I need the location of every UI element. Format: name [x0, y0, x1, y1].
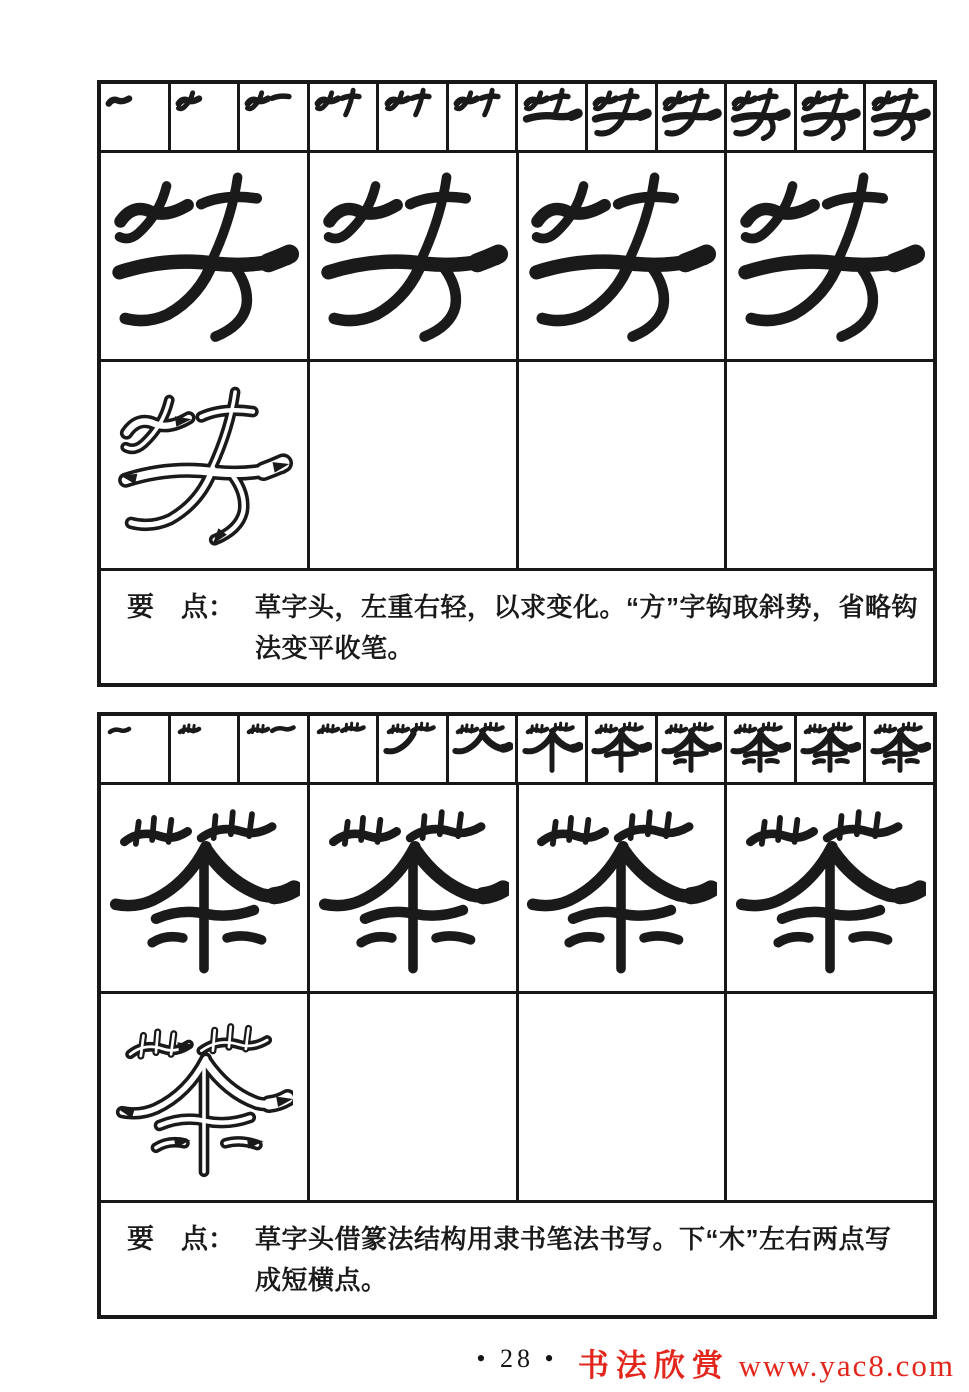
stroke-step-cell-10: [727, 716, 797, 782]
calligraphy-glyph: [729, 85, 791, 143]
calligraphy-glyph: [317, 158, 509, 354]
stroke-step-cell-9: [658, 716, 728, 782]
calligraphy-glyph: [521, 717, 583, 775]
empty-practice-cell: [727, 994, 933, 1200]
empty-practice-cell: [310, 994, 519, 1200]
section-fang: [97, 80, 937, 687]
stroke-step-cell-8: [588, 84, 658, 150]
brush-example-cell: [310, 153, 519, 359]
note-line: 草字头，左重右轻，以求变化。“方”字钩取斜势，省略钩: [255, 592, 919, 622]
brush-example-cell: [310, 785, 519, 991]
calligraphy-glyph: [734, 158, 926, 354]
stroke-step-cell-3: [240, 84, 310, 150]
calligraphy-glyph: [799, 717, 861, 775]
section-cha: [97, 712, 937, 1319]
note-label: 要 点：: [127, 1224, 235, 1254]
note-text: [255, 1219, 919, 1315]
stroke-step-cell-1: [101, 716, 171, 782]
calligraphy-glyph: [382, 717, 444, 775]
brush-example-cell: [519, 785, 728, 991]
stroke-step-cell-7: [518, 84, 588, 150]
stroke-step-cell-9: [658, 84, 728, 150]
stroke-step-cell-10: [727, 84, 797, 150]
key-points-note: [101, 571, 933, 683]
calligraphy-glyph: [242, 717, 304, 775]
empty-practice-cell: [310, 362, 519, 568]
brush-example-cell: [101, 153, 310, 359]
note-line: 法变平收笔。: [255, 633, 415, 663]
brush-example-cell: [727, 785, 933, 991]
empty-practice-cell: [519, 994, 728, 1200]
calligraphy-glyph: [242, 85, 304, 143]
calligraphy-glyph: [103, 85, 165, 143]
stroke-order-row: [101, 84, 933, 153]
calligraphy-glyph: [869, 717, 931, 775]
calligraphy-glyph: [734, 790, 926, 986]
calligraphy-glyph: [312, 717, 374, 775]
calligraphy-glyph: [590, 717, 652, 775]
calligraphy-glyph: [115, 1002, 293, 1192]
outline-diagram-cell: [101, 994, 310, 1200]
stroke-step-cell-5: [379, 716, 449, 782]
stroke-step-cell-3: [240, 716, 310, 782]
stroke-step-cell-4: [310, 84, 380, 150]
brush-example-row: [101, 153, 933, 362]
calligraphy-glyph: [108, 158, 300, 354]
calligraphy-glyph: [382, 85, 444, 143]
key-points-note: [101, 1203, 933, 1315]
calligraphy-glyph: [525, 790, 717, 986]
calligraphy-glyph: [451, 717, 513, 775]
stroke-step-cell-8: [588, 716, 658, 782]
stroke-step-cell-6: [449, 84, 519, 150]
stroke-step-cell-11: [797, 716, 867, 782]
watermark-site-name: 书法欣赏: [577, 1348, 730, 1383]
note-line: 成短横点。: [255, 1265, 388, 1295]
calligraphy-glyph: [173, 717, 235, 775]
outline-diagram-row: [101, 994, 933, 1203]
calligraphy-glyph: [173, 85, 235, 143]
calligraphy-glyph: [521, 85, 583, 143]
outline-diagram-cell: [101, 362, 310, 568]
calligraphy-glyph: [729, 717, 791, 775]
stroke-step-cell-7: [518, 716, 588, 782]
calligraphy-glyph: [660, 85, 722, 143]
calligraphy-glyph: [590, 85, 652, 143]
empty-practice-cell: [519, 362, 728, 568]
calligraphy-glyph: [312, 85, 374, 143]
calligraphy-glyph: [451, 85, 513, 143]
note-text: [255, 587, 919, 683]
calligraphy-glyph: [525, 158, 717, 354]
calligraphy-glyph: [660, 717, 722, 775]
calligraphy-glyph: [115, 370, 293, 560]
outline-diagram-row: [101, 362, 933, 571]
calligraphy-glyph: [799, 85, 861, 143]
brush-example-cell: [519, 153, 728, 359]
site-watermark: [578, 1340, 955, 1385]
brush-example-cell: [101, 785, 310, 991]
stroke-order-row: [101, 716, 933, 785]
brush-example-row: [101, 785, 933, 994]
stroke-step-cell-1: [101, 84, 171, 150]
empty-practice-cell: [727, 362, 933, 568]
note-line: 草字头借篆法结构用隶书笔法书写。下“木”左右两点写: [255, 1224, 892, 1254]
calligraphy-glyph: [103, 717, 165, 775]
stroke-step-cell-2: [171, 84, 241, 150]
calligraphy-glyph: [869, 85, 931, 143]
stroke-step-cell-6: [449, 716, 519, 782]
calligraphy-glyph: [317, 790, 509, 986]
page-number: • 28 •: [476, 1344, 558, 1373]
watermark-site-url: www.yac8.com: [738, 1348, 955, 1383]
stroke-step-cell-5: [379, 84, 449, 150]
stroke-step-cell-2: [171, 716, 241, 782]
brush-example-cell: [727, 153, 933, 359]
calligraphy-glyph: [108, 790, 300, 986]
stroke-step-cell-11: [797, 84, 867, 150]
stroke-step-cell-4: [310, 716, 380, 782]
stroke-step-cell-12: [866, 84, 933, 150]
stroke-step-cell-12: [866, 716, 933, 782]
note-label: 要 点：: [127, 592, 235, 622]
